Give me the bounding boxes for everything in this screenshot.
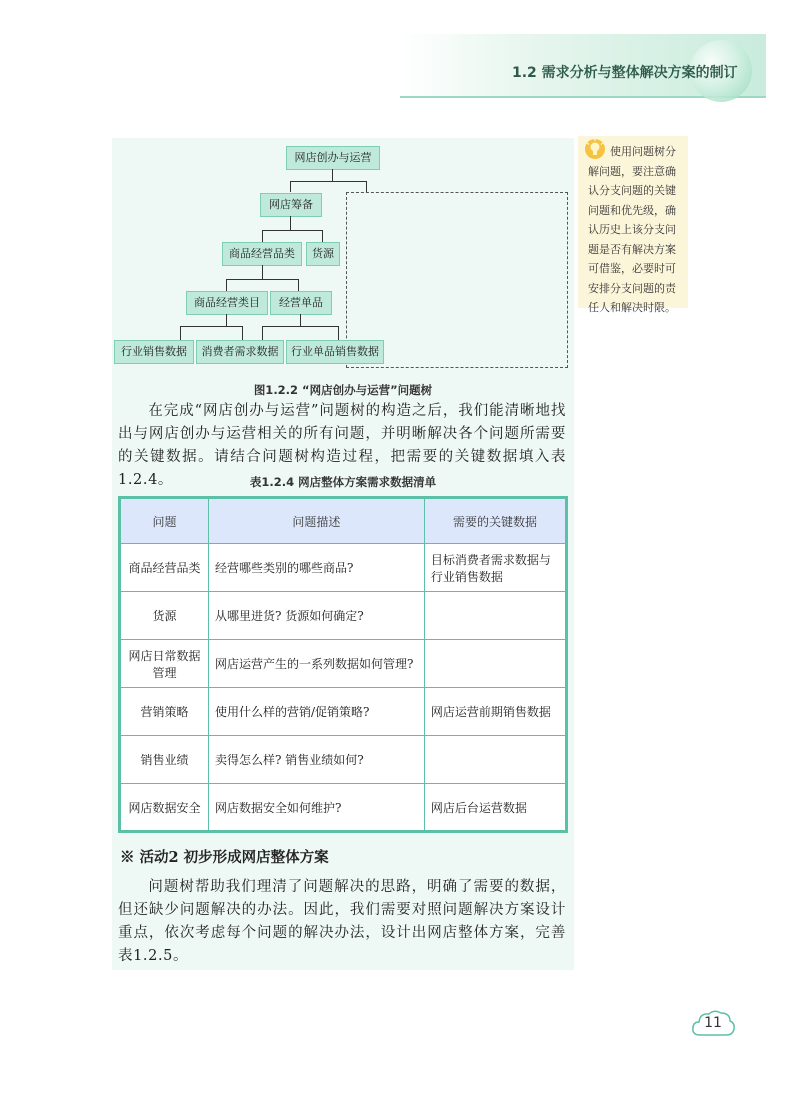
table-row (120, 592, 567, 640)
tree-node-level3: 经营单品 (270, 291, 332, 315)
table-cell: 网店后台运营数据 (424, 784, 566, 832)
table-cell: 网店运营前期销售数据 (424, 688, 566, 736)
tree-connector (290, 216, 291, 230)
tree-connector (300, 314, 301, 326)
table-cell: 销售业绩 (120, 736, 209, 784)
tree-node-level2: 货源 (306, 242, 340, 266)
table-cell: 使用什么样的营销/促销策略? (208, 688, 424, 736)
tree-connector (226, 279, 298, 280)
tree-node-level2: 商品经营品类 (222, 242, 302, 266)
tree-connector (262, 326, 338, 327)
tree-connector (226, 279, 227, 291)
table-cell (424, 640, 566, 688)
table-header-cell: 需要的关键数据 (424, 498, 566, 544)
table-header-cell: 问题描述 (208, 498, 424, 544)
table-header-cell: 问题 (120, 498, 209, 544)
tree-connector (290, 181, 291, 192)
page-number-text: 11 (704, 1015, 722, 1031)
side-note-text: 使用问题树分解问题，要注意确认分支问题的关键问题和优先级，确认历史上该分支问题是否有解决方案可借鉴，必要时可安排分支问题的责任人和解决时限。 (588, 145, 676, 314)
table-row (120, 640, 567, 688)
tree-connector (262, 230, 322, 231)
tree-connector (298, 279, 299, 291)
table-cell: 卖得怎么样? 销售业绩如何? (208, 736, 424, 784)
table-cell: 网店数据安全如何维护? (208, 784, 424, 832)
tree-connector (180, 326, 181, 340)
tree-connector (290, 181, 366, 182)
activity-heading: ※ 活动2 初步形成网店整体方案 (120, 849, 329, 866)
tree-connector (332, 169, 333, 181)
table-row (120, 784, 567, 832)
tree-connector (262, 326, 263, 340)
tree-connector (226, 314, 227, 326)
tree-leaf-node: 行业单品销售数据 (286, 340, 384, 364)
tree-connector (262, 230, 263, 242)
tree-connector (242, 326, 243, 340)
table-cell (424, 592, 566, 640)
table-cell: 营销策略 (120, 688, 209, 736)
tree-connector (338, 326, 339, 340)
table-cell: 网店数据安全 (120, 784, 209, 832)
table-cell: 网店运营产生的一系列数据如何管理? (208, 640, 424, 688)
tree-connector (262, 265, 263, 279)
table-cell: 从哪里进货? 货源如何确定? (208, 592, 424, 640)
table-row (120, 544, 567, 592)
figure-caption: 图1.2.2 “网店创办与运营”问题树 (253, 383, 433, 397)
tree-node-level1: 网店筹备 (260, 193, 322, 217)
paragraph-2 (118, 876, 566, 968)
tree-root-node: 网店创办与运营 (286, 146, 380, 170)
tree-connector (366, 181, 367, 192)
paragraph-1-text: 在完成“网店创办与运营”问题树的构造之后，我们能清晰地找出与网店创办与运营相关的所有问题，并明晰解决各个问题所需要的关键数据。请结合问题树构造过程，把需要的关键数据填入表1.2.4。 (118, 403, 566, 488)
tree-leaf-node: 消费者需求数据 (196, 340, 284, 364)
table-cell: 商品经营品类 (120, 544, 209, 592)
table-row (120, 688, 567, 736)
table-cell: 网店日常数据管理 (120, 640, 209, 688)
section-title: 1.2 需求分析与整体解决方案的制订 (512, 65, 738, 81)
page-number (690, 1008, 736, 1038)
tree-node-level3: 商品经营类目 (186, 291, 268, 315)
table-cell (424, 736, 566, 784)
lightbulb-icon (584, 138, 606, 160)
tree-leaf-node: 行业销售数据 (114, 340, 194, 364)
table-header-row (120, 498, 567, 544)
tree-connector (322, 230, 323, 242)
table-cell: 目标消费者需求数据与行业销售数据 (424, 544, 566, 592)
table-cell: 货源 (120, 592, 209, 640)
tree-connector (180, 326, 242, 327)
table-caption: 表1.2.4 网店整体方案需求数据清单 (249, 475, 437, 489)
table-row (120, 736, 567, 784)
side-note (578, 136, 688, 314)
table-cell: 经营哪些类别的哪些商品? (208, 544, 424, 592)
paragraph-2-text: 问题树帮助我们理清了问题解决的思路，明确了需要的数据，但还缺少问题解决的办法。因此，我们需要对照问题解决方案设计重点，依次考虑每个问题的解决办法，设计出网店整体方案，完善表1.2.5。 (118, 879, 566, 964)
data-table (118, 496, 568, 833)
